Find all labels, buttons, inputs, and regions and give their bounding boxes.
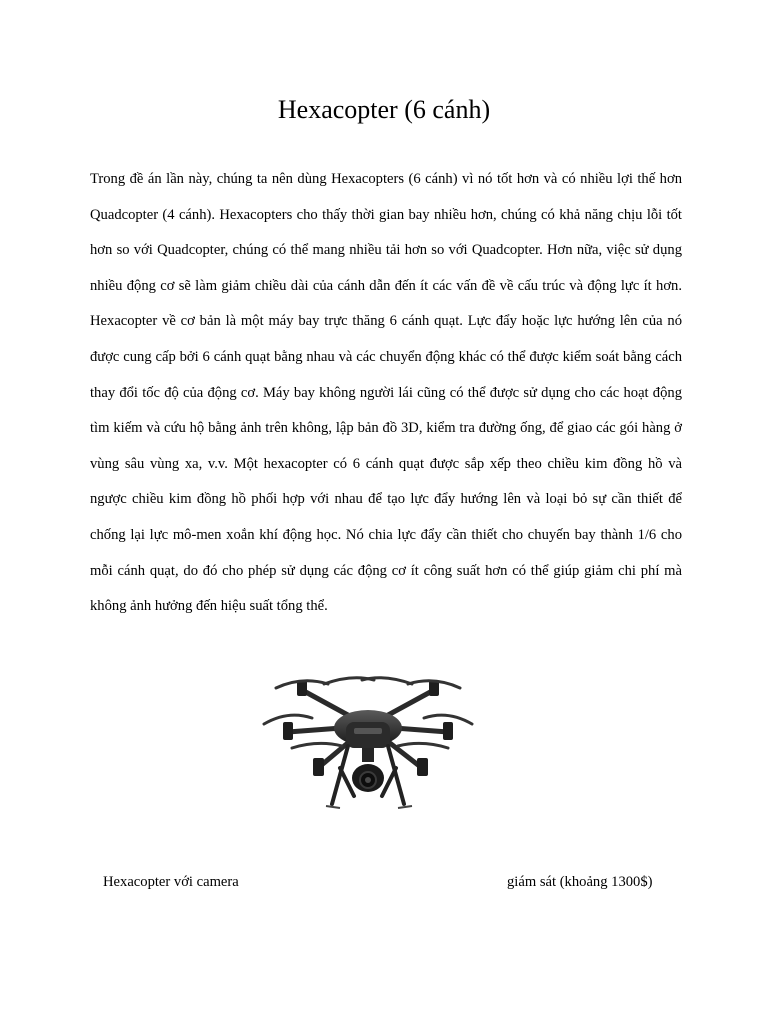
figure-caption-right: giám sát (khoảng 1300$) bbox=[507, 874, 653, 890]
body-paragraph: Trong đề án lần này, chúng ta nên dùng Hexacopters (6 cánh) vì nó tốt hơn và có nhiều lợi thế hơn Quadcopter (4 cánh). Hexacopters cho thấy thời gian bay nhiều hơn, chúng có khả năng chịu lỗi tốt hơn so với Quadcopter, chúng có thể mang nhiều tải hơn so với Quadcopter. Hơn nữa, việc sử dụng nhiều động cơ sẽ làm giảm chiều dài của cánh dẫn đến ít các vấn đề về cấu trúc và động lực ít hơn. Hexacopter về cơ bản là một máy bay trực thăng 6 cánh quạt. Lực đẩy hoặc lực hướng lên của nó được cung cấp bởi 6 cánh quạt bằng nhau và các chuyển động khác có thể được kiểm soát bằng cách thay đổi tốc độ của động cơ. Máy bay không người lái cũng có thể được sử dụng cho các hoạt động tìm kiếm và cứu hộ bằng ảnh trên không, lập bản đồ 3D, kiểm tra đường ống, để giao các gói hàng ở vùng sâu vùng xa, v.v. Một hexacopter có 6 cánh quạt được sắp xếp theo chiều kim đồng hồ và ngược chiều kim đồng hồ phối hợp với nhau để tạo lực đẩy hướng lên và loại bỏ sự cần thiết để chống lại lực mô-men xoắn khí động học. Nó chia lực đẩy cần thiết cho chuyến bay thành 1/6 cho mỗi cánh quạt, do đó cho phép sử dụng các động cơ ít công suất hơn có thể giúp giảm chi phí mà không ảnh hưởng đến hiệu suất tổng thể. bbox=[90, 171, 682, 615]
page-title: Hexacopter (6 cánh) bbox=[277, 95, 491, 124]
hexacopter-drone-icon bbox=[262, 628, 474, 860]
figure-caption-left: Hexacopter với camera bbox=[103, 874, 239, 890]
hexacopter-image bbox=[262, 628, 474, 860]
